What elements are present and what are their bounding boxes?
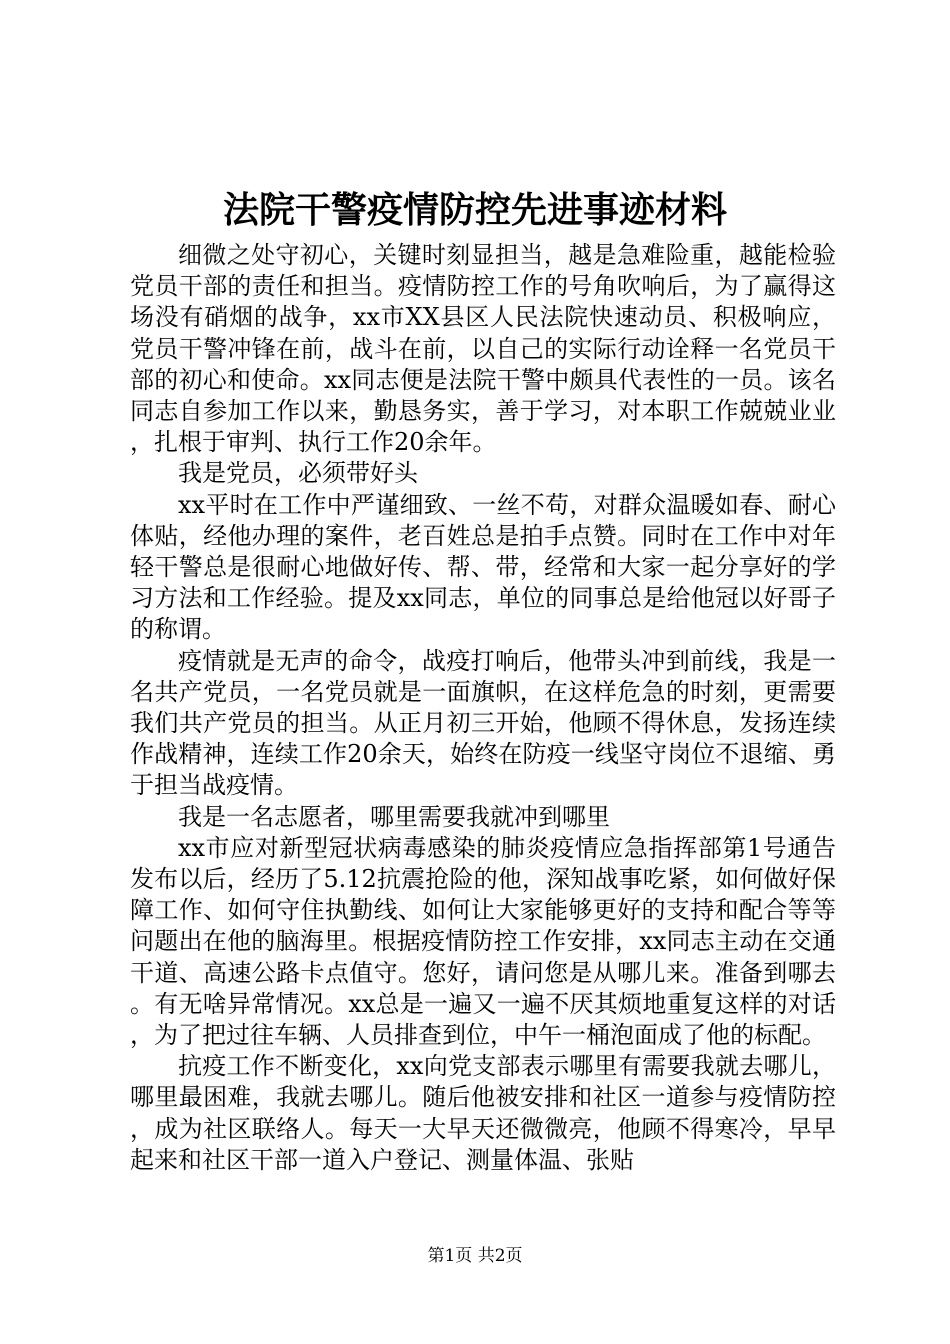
document-title: 法院干警疫情防控先进事迹材料	[222, 189, 727, 231]
document-body	[130, 240, 836, 1176]
paragraph-frontline: 疫情就是无声的命令，战疫打响后，他带头冲到前线，我是一名共产党员，一名党员就是一面旗帜，在这样危急的时刻，更需要我们共产党员的担当。从正月初三开始，他顾不得休息，发扬连续作战精神，连续工作20余天，始终在防疫一线坚守岗位不退缩、勇于担当战疫情。	[130, 646, 836, 800]
paragraph-intro: 细微之处守初心，关键时刻显担当，越是急难险重，越能检验党员干部的责任和担当。疫情防控工作的号角吹响后，为了赢得这场没有硝烟的战争，xx市XX县区人民法院快速动员、积极响应，党员干警冲锋在前，战斗在前，以自己的实际行动诠释一名党员干部的初心和使命。xx同志便是法院干警中颇具代表性的一员。该名同志自参加工作以来，勤恳务实，善于学习，对本职工作兢兢业业，扎根于审判、执行工作20余年。	[130, 241, 836, 457]
section-heading-volunteer: 我是一名志愿者，哪里需要我就冲到哪里	[178, 802, 610, 831]
paragraph-community-work: 抗疫工作不断变化，xx向党支部表示哪里有需要我就去哪儿，哪里最困难，我就去哪儿。随后他被安排和社区一道参与疫情防控，成为社区联络人。每天一大早天还微微亮，他顾不得寒冷，早早起来和社区干部一道入户登记、测量体温、张贴	[130, 1052, 836, 1174]
page-number-footer: 第1页 共2页	[427, 1246, 523, 1266]
section-heading-party-member: 我是党员，必须带好头	[178, 459, 418, 488]
paragraph-checkpoint-duty: xx市应对新型冠状病毒感染的肺炎疫情应急指挥部第1号通告发布以后，经历了5.12抗震抢险的他，深知战事吃紧，如何做好保障工作、如何守住执勤线、如何让大家能够更好的支持和配合等等问题出在他的脑海里。根据疫情防控工作安排，xx同志主动在交通干道、高速公路卡点值守。您好，请问您是从哪儿来。准备到哪去。有无啥异常情况。xx总是一遍又一遍不厌其烦地重复这样的对话，为了把过往车辆、人员排查到位，中午一桶泡面成了他的标配。	[130, 833, 836, 1050]
paragraph-work-attitude: xx平时在工作中严谨细致、一丝不苟，对群众温暖如春、耐心体贴，经他办理的案件，老百姓总是拍手点赞。同时在工作中对年轻干警总是很耐心地做好传、帮、带，经常和大家一起分享好的学习方法和工作经验。提及xx同志，单位的同事总是给他冠以好哥子的称谓。	[130, 490, 836, 644]
